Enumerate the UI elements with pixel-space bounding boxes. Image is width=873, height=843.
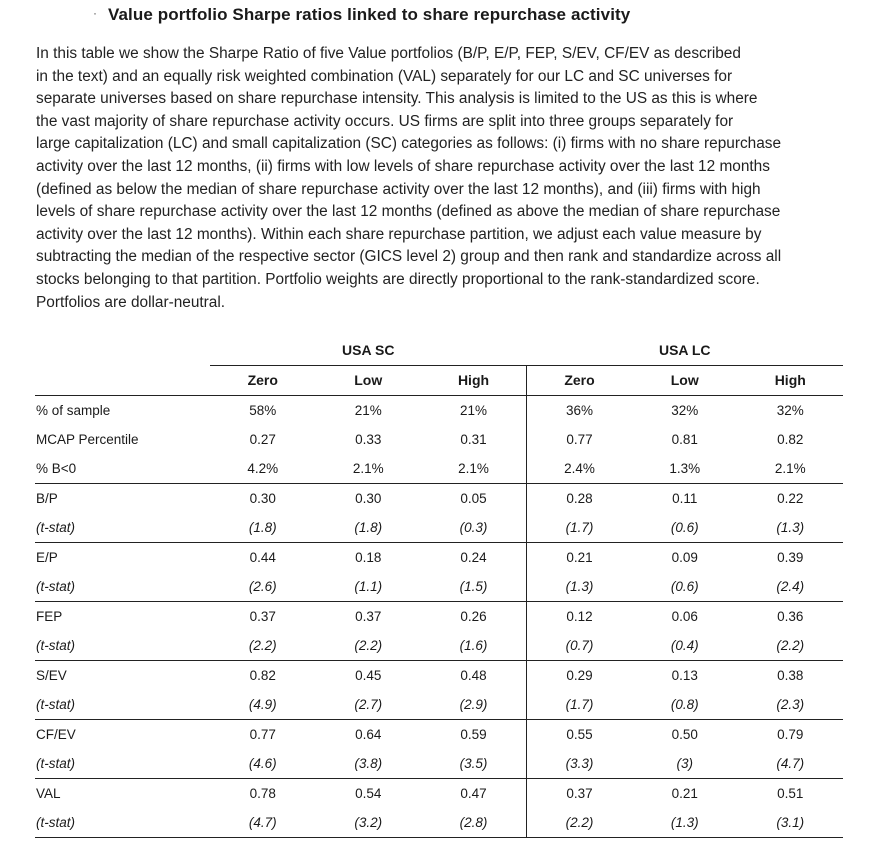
table-row — [35, 778, 843, 808]
table-cell: 0.82 — [249, 667, 276, 683]
row-label: (t-stat) — [35, 690, 210, 720]
table-title: Value portfolio Sharpe ratios linked to share repurchase activity — [108, 5, 631, 24]
table-cell: (2.2) — [210, 631, 316, 661]
table-cell: (1.8) — [316, 513, 422, 543]
table-cell: 0.29 — [566, 667, 593, 683]
table-row — [35, 425, 843, 454]
table-caption — [36, 43, 851, 314]
table-row — [35, 808, 843, 838]
subheader-sc-low: Low — [316, 365, 422, 395]
caption-line: in the text) and an equally risk weighted combination (VAL) separately for our LC and SC universes for — [36, 67, 733, 85]
table-cell: 0.37 — [249, 608, 276, 624]
table-cell: 0.44 — [249, 549, 276, 565]
table-cell: 0.51 — [777, 785, 804, 801]
table-cell: 0.45 — [355, 667, 382, 683]
table-cell: 0.09 — [671, 549, 698, 565]
table-cell: (0.7) — [527, 631, 633, 661]
table-cell: (0.3) — [421, 513, 527, 543]
row-label: E/P — [36, 549, 58, 565]
table-cell: 0.27 — [249, 431, 276, 447]
table-cell: 0.48 — [421, 660, 527, 690]
row-label: CF/EV — [36, 726, 76, 742]
table-cell: 0.18 — [355, 549, 382, 565]
table-cell: (3.8) — [316, 749, 422, 779]
table-cell: 0.39 — [777, 549, 804, 565]
table-cell: 0.24 — [421, 542, 527, 572]
row-label: VAL — [36, 785, 61, 801]
table-cell: (4.6) — [210, 749, 316, 779]
table-cell: (2.2) — [527, 808, 633, 838]
table-cell: (1.1) — [316, 572, 422, 602]
table-cell: (1.5) — [421, 572, 527, 602]
table-row — [35, 572, 843, 602]
row-label: (t-stat) — [35, 749, 210, 779]
group-header-usa-sc: USA SC — [210, 336, 527, 365]
table-cell: 0.30 — [355, 490, 382, 506]
table-cell: 0.47 — [421, 778, 527, 808]
table-cell: (3.5) — [421, 749, 527, 779]
table-cell: (2.9) — [421, 690, 527, 720]
table-cell: 0.37 — [566, 785, 593, 801]
table-cell: (0.8) — [632, 690, 738, 720]
table-row — [35, 749, 843, 779]
table-cell: 0.11 — [672, 490, 698, 506]
table-row — [35, 395, 843, 425]
table-cell: (3.1) — [738, 808, 844, 838]
table-cell: 2.4% — [527, 454, 633, 484]
table-cell: (2.8) — [421, 808, 527, 838]
table-cell: 0.64 — [355, 726, 382, 742]
table-cell: (3.3) — [527, 749, 633, 779]
table-cell: 0.78 — [249, 785, 276, 801]
table-cell: 0.13 — [671, 667, 698, 683]
table-cell: 0.54 — [355, 785, 382, 801]
table-row — [35, 601, 843, 631]
table-cell: (3) — [632, 749, 738, 779]
table-row — [35, 542, 843, 572]
table-cell: 0.06 — [671, 608, 698, 624]
subheader-sc-zero: Zero — [210, 365, 316, 395]
table-row — [35, 690, 843, 720]
table-cell: 0.55 — [566, 726, 593, 742]
caption-line: (defined as below the median of share repurchase activity over the last 12 months), and (iii) firms with high — [36, 180, 761, 198]
table-cell: 36% — [565, 402, 594, 418]
caption-line: levels of share repurchase activity over the last 12 months (defined as above the median of share repurchase — [36, 203, 781, 221]
caption-line: activity over the last 12 months). Within each share repurchase partition, we adjust each value measure by — [36, 225, 762, 243]
table-cell: (2.2) — [738, 631, 844, 661]
caption-line: large capitalization (LC) and small capitalization (SC) categories as follows: (i) firms with no share repurchase — [36, 135, 782, 153]
group-header-usa-lc: USA LC — [527, 336, 844, 365]
empty-header-cell — [35, 336, 210, 365]
row-label: (t-stat) — [35, 808, 210, 838]
caption-line: activity over the last 12 months, (ii) firms with low levels of share repurchase activity over the last 12 months — [36, 157, 770, 175]
table-body — [35, 395, 843, 837]
table-cell: (2.3) — [738, 690, 844, 720]
table-cell: 21% — [421, 395, 527, 425]
table-cell: 58% — [249, 402, 277, 418]
subheader-lc-low: Low — [632, 365, 738, 395]
row-label: (t-stat) — [35, 572, 210, 602]
table-cell: 0.79 — [777, 726, 804, 742]
table-cell: (2.4) — [738, 572, 844, 602]
table-cell: 0.33 — [355, 431, 382, 447]
table-cell: (0.4) — [632, 631, 738, 661]
subheader-lc-high: High — [738, 365, 844, 395]
table-cell: 21% — [354, 402, 382, 418]
table-cell: 0.59 — [421, 719, 527, 749]
table-row — [35, 454, 843, 484]
table-cell: (1.3) — [738, 513, 844, 543]
table-cell: (1.7) — [527, 513, 633, 543]
table-cell: 0.77 — [249, 726, 276, 742]
table-cell: (4.7) — [738, 749, 844, 779]
table-cell: (1.3) — [527, 572, 633, 602]
caption-line: separate universes based on share repurchase intensity. This analysis is limited to the US as this is where — [36, 90, 758, 108]
row-label: (t-stat) — [35, 513, 210, 543]
table-cell: (2.2) — [316, 631, 422, 661]
row-label: (t-stat) — [35, 631, 210, 661]
sharpe-ratio-table — [35, 336, 843, 838]
table-cell: (1.8) — [210, 513, 316, 543]
caption-line: In this table we show the Sharpe Ratio of five Value portfolios (B/P, E/P, FEP, S/EV, CF/EV as described — [36, 45, 741, 62]
table-cell: (4.7) — [210, 808, 316, 838]
table-cell: 0.31 — [421, 425, 527, 454]
table-cell: 0.30 — [249, 490, 276, 506]
table-row — [35, 719, 843, 749]
row-label: S/EV — [36, 667, 67, 683]
subheader-lc-zero: Zero — [527, 365, 633, 395]
table-row — [35, 631, 843, 661]
table-cell: (0.6) — [632, 513, 738, 543]
table-cell: 0.38 — [777, 667, 804, 683]
caption-line: the vast majority of share repurchase activity occurs. US firms are split into three groups separately for — [36, 112, 734, 130]
table-cell: (1.3) — [632, 808, 738, 838]
table-cell: 0.82 — [777, 431, 804, 447]
row-label: % B<0 — [35, 454, 210, 484]
table-cell: 32% — [671, 402, 699, 418]
table-cell: 0.36 — [777, 608, 804, 624]
bullet-mark: · — [93, 6, 97, 20]
table-cell: (2.7) — [316, 690, 422, 720]
table-row — [35, 660, 843, 690]
table-cell: 0.12 — [566, 608, 593, 624]
table-cell: 0.21 — [671, 785, 698, 801]
row-label: % of sample — [36, 402, 111, 418]
row-label: B/P — [36, 490, 58, 506]
table-cell: 1.3% — [632, 454, 738, 484]
table-cell: 32% — [776, 402, 804, 418]
table-cell: 0.22 — [777, 490, 804, 506]
table-cell: 0.77 — [566, 431, 593, 447]
table-cell: (4.9) — [210, 690, 316, 720]
table-cell: 2.1% — [421, 454, 527, 484]
caption-line: subtracting the median of the respective sector (GICS level 2) group and then rank and standardize across all — [36, 248, 782, 266]
subheader-sc-high: High — [421, 365, 527, 395]
table-cell: 4.2% — [210, 454, 316, 484]
row-label: FEP — [36, 608, 63, 624]
table-cell: 0.81 — [671, 431, 698, 447]
caption-line: Portfolios are dollar-neutral. — [36, 293, 226, 311]
table-cell: 0.28 — [566, 490, 593, 506]
table-cell: 0.50 — [671, 726, 698, 742]
table-row — [35, 483, 843, 513]
caption-line: stocks belonging to that partition. Portfolio weights are directly proportional to the rank-standardized score. — [36, 270, 760, 288]
table-cell: 0.37 — [355, 608, 382, 624]
table-cell: (1.7) — [527, 690, 633, 720]
table-cell: 0.21 — [566, 549, 593, 565]
table-cell: 2.1% — [316, 454, 422, 484]
table-cell: 0.05 — [421, 483, 527, 513]
empty-subheader-cell — [35, 365, 210, 395]
table-cell: (0.6) — [632, 572, 738, 602]
table-cell: (2.6) — [210, 572, 316, 602]
table-row — [35, 513, 843, 543]
table-cell: (3.2) — [316, 808, 422, 838]
row-label: MCAP Percentile — [36, 431, 139, 447]
table-cell: 2.1% — [738, 454, 844, 484]
table-cell: (1.6) — [421, 631, 527, 661]
table-cell: 0.26 — [421, 601, 527, 631]
